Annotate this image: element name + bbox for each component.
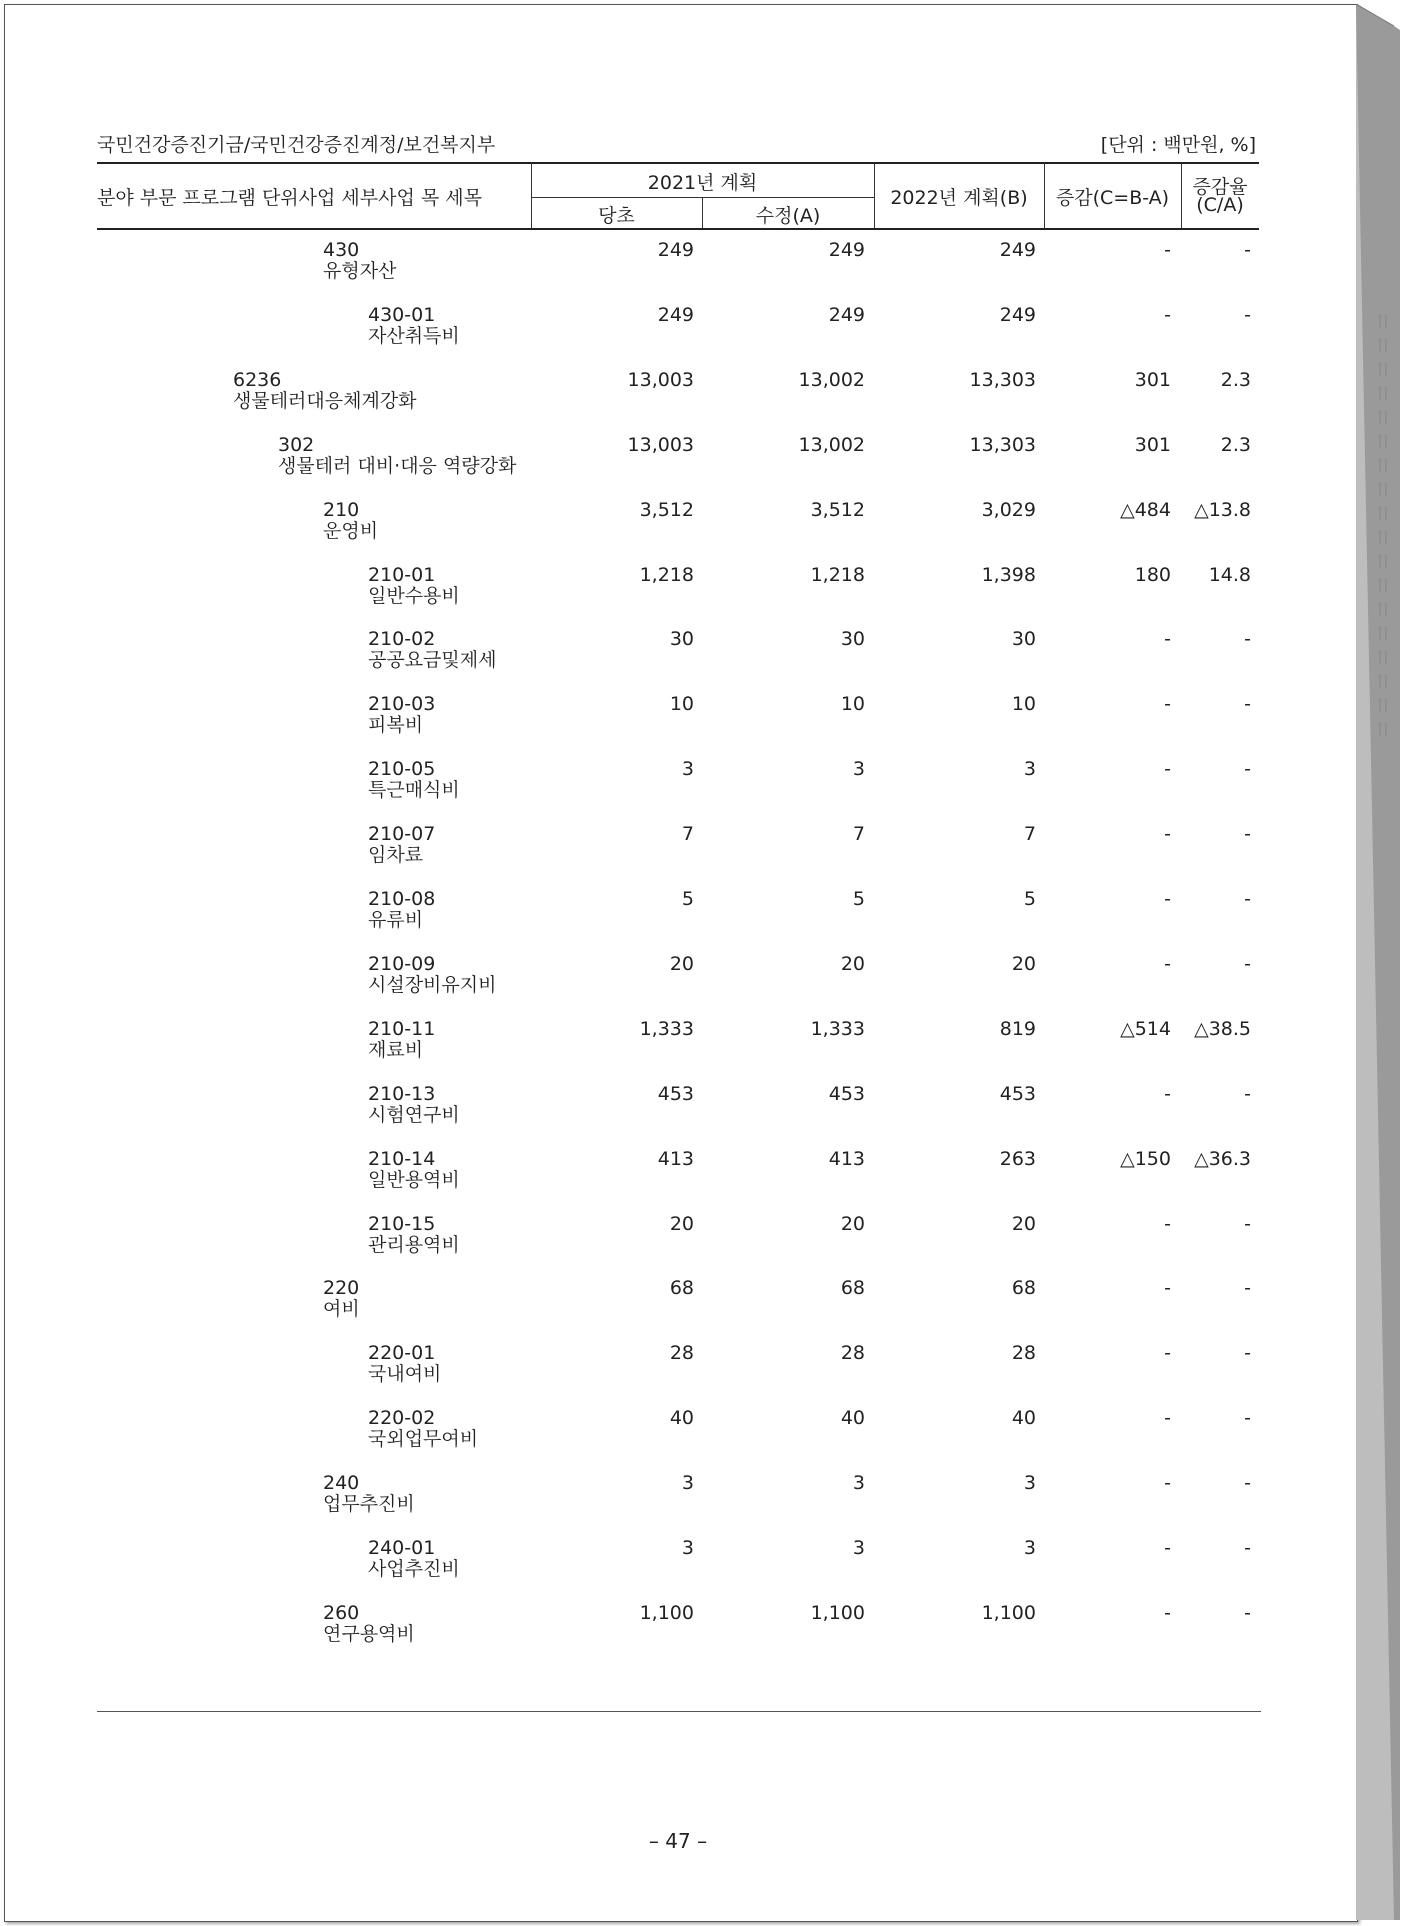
original-value: 13,003: [627, 368, 694, 391]
change-value: -: [1164, 1601, 1171, 1624]
table-row: [0, 1084, 1411, 1144]
item-name: 일반용역비: [368, 1168, 460, 1191]
item-name: 여비: [323, 1298, 360, 1321]
item-code: 430: [323, 239, 360, 261]
original-value: 68: [669, 1277, 694, 1300]
original-value: 249: [657, 303, 694, 326]
item-name: 임차료: [368, 844, 424, 867]
revised-value: 249: [828, 303, 865, 326]
rate-value: △36.3: [1194, 1147, 1251, 1170]
table-row: [0, 694, 1411, 754]
plan2022-value: 40: [1011, 1407, 1036, 1430]
col-header-rate: 증감율: [1192, 176, 1248, 198]
item-name: 유류비: [368, 909, 424, 931]
original-value: 10: [669, 693, 694, 716]
item-code: 220-02: [368, 1407, 436, 1430]
change-value: -: [1164, 758, 1171, 781]
table-row: [0, 435, 1411, 495]
item-name: 시험연구비: [368, 1103, 460, 1126]
original-value: 1,333: [639, 1017, 694, 1040]
change-value: -: [1164, 1212, 1171, 1235]
item-code: 240: [323, 1472, 360, 1495]
original-value: 3: [681, 1472, 694, 1495]
rate-value: 14.8: [1208, 563, 1251, 586]
table-row: [0, 1214, 1411, 1274]
table-row: [0, 1408, 1411, 1468]
item-code: 210-03: [368, 693, 436, 716]
item-name: 시설장비유지비: [368, 973, 497, 996]
item-name: 일반수용비: [368, 584, 460, 607]
rate-value: -: [1244, 1407, 1251, 1430]
revised-value: 3,512: [810, 498, 865, 521]
item-name: 연구용역비: [323, 1622, 415, 1645]
rate-value: -: [1244, 693, 1251, 716]
revised-value: 20: [840, 1212, 865, 1235]
change-value: △484: [1120, 498, 1171, 521]
rate-value: △13.8: [1194, 498, 1251, 521]
revised-value: 413: [828, 1147, 865, 1170]
original-value: 7: [681, 823, 694, 846]
revised-value: 5: [852, 888, 865, 910]
revised-value: 1,333: [810, 1017, 865, 1040]
item-code: 210-13: [368, 1082, 436, 1105]
revised-value: 13,002: [798, 368, 865, 391]
revised-value: 3: [852, 1472, 865, 1495]
item-name: 재료비: [368, 1038, 424, 1061]
col-header-plan2021: 2021년 계획: [647, 172, 758, 194]
unit-label: [단위 : 백만원, %]: [1100, 134, 1256, 156]
change-value: △150: [1120, 1147, 1171, 1170]
item-code: 210-05: [368, 758, 436, 781]
rate-value: -: [1244, 1212, 1251, 1235]
change-value: -: [1164, 1407, 1171, 1430]
plan2022-value: 30: [1011, 628, 1036, 651]
rate-value: △38.5: [1194, 1017, 1251, 1040]
original-value: 3: [681, 1537, 694, 1559]
rate-value: -: [1244, 1472, 1251, 1495]
item-name: 유형자산: [323, 260, 397, 282]
plan2022-value: 20: [1011, 1212, 1036, 1235]
revised-value: 68: [840, 1277, 865, 1300]
col-header-category: 분야 부문 프로그램 단위사업 세부사업 목 세목: [97, 187, 482, 209]
footer-rule: [97, 1711, 1261, 1712]
col-header-revised: 수정(A): [755, 205, 821, 227]
rate-value: -: [1244, 823, 1251, 846]
header-title: 국민건강증진기금/국민건강증진계정/보건복지부: [97, 134, 496, 156]
item-name: 공공요금및제세: [368, 649, 497, 672]
rate-value: -: [1244, 758, 1251, 781]
plan2022-value: 7: [1023, 823, 1036, 846]
item-code: 6236: [233, 368, 282, 391]
item-name: 피복비: [368, 714, 424, 737]
original-value: 40: [669, 1407, 694, 1430]
table-row: [0, 1473, 1411, 1533]
revised-value: 30: [840, 628, 865, 651]
plan2022-value: 3: [1023, 1472, 1036, 1495]
rate-value: -: [1244, 1601, 1251, 1624]
table-row: [0, 305, 1411, 365]
original-value: 3: [681, 758, 694, 781]
table-row: [0, 370, 1411, 430]
revised-value: 13,002: [798, 433, 865, 456]
original-value: 20: [669, 952, 694, 975]
table-row: [0, 240, 1411, 300]
revised-value: 7: [852, 823, 865, 846]
table-row: [0, 889, 1411, 949]
item-code: 220: [323, 1277, 360, 1300]
plan2022-value: 68: [1011, 1277, 1036, 1300]
col-header-change: 증감(C=B-A): [1055, 187, 1170, 209]
rate-value: -: [1244, 1082, 1251, 1105]
rate-value: -: [1244, 1537, 1251, 1559]
revised-value: 20: [840, 952, 865, 975]
item-name: 업무추진비: [323, 1493, 415, 1516]
original-value: 1,218: [639, 563, 694, 586]
plan2022-value: 13,303: [969, 368, 1036, 391]
table-row: [0, 954, 1411, 1014]
change-value: △514: [1120, 1017, 1171, 1040]
rate-value: -: [1244, 888, 1251, 910]
original-value: 5: [681, 888, 694, 910]
revised-value: 453: [828, 1082, 865, 1105]
plan2022-value: 1,398: [981, 563, 1036, 586]
revised-value: 249: [828, 239, 865, 261]
col-header-original: 당초: [598, 205, 635, 227]
change-value: 180: [1134, 563, 1171, 586]
revised-value: 40: [840, 1407, 865, 1430]
change-value: -: [1164, 239, 1171, 261]
rate-value: -: [1244, 1277, 1251, 1300]
plan2022-value: 453: [999, 1082, 1036, 1105]
rate-value: -: [1244, 303, 1251, 326]
plan2022-value: 3,029: [981, 498, 1036, 521]
table-row: [0, 629, 1411, 689]
plan2022-value: 819: [999, 1017, 1036, 1040]
item-code: 210-14: [368, 1147, 436, 1170]
rate-value: 2.3: [1220, 368, 1251, 391]
revised-value: 10: [840, 693, 865, 716]
item-code: 210-07: [368, 823, 436, 846]
item-name: 특근매식비: [368, 779, 460, 802]
table-row: [0, 1343, 1411, 1403]
original-value: 1,100: [639, 1601, 694, 1624]
table-row: [0, 1149, 1411, 1209]
item-code: 210-09: [368, 952, 436, 975]
change-value: -: [1164, 823, 1171, 846]
table-row: [0, 759, 1411, 819]
change-value: -: [1164, 1342, 1171, 1365]
original-value: 453: [657, 1082, 694, 1105]
original-value: 3,512: [639, 498, 694, 521]
item-name: 생물테러 대비·대응 역량강화: [278, 454, 517, 477]
change-value: -: [1164, 1277, 1171, 1300]
plan2022-value: 28: [1011, 1342, 1036, 1365]
plan2022-value: 3: [1023, 758, 1036, 781]
item-code: 210-08: [368, 888, 436, 910]
item-name: 국내여비: [368, 1363, 442, 1386]
page-number: – 47 –: [648, 1829, 708, 1853]
change-value: -: [1164, 888, 1171, 910]
table-row: [0, 565, 1411, 625]
rate-value: -: [1244, 1342, 1251, 1365]
rate-value: -: [1244, 239, 1251, 261]
table-row: [0, 500, 1411, 560]
change-value: -: [1164, 1472, 1171, 1495]
plan2022-value: 249: [999, 303, 1036, 326]
plan2022-value: 3: [1023, 1537, 1036, 1559]
plan2022-value: 263: [999, 1147, 1036, 1170]
item-code: 210-15: [368, 1212, 436, 1235]
plan2022-value: 20: [1011, 952, 1036, 975]
change-value: -: [1164, 1082, 1171, 1105]
item-name: 국외업무여비: [368, 1428, 479, 1451]
plan2022-value: 13,303: [969, 433, 1036, 456]
item-code: 210: [323, 498, 360, 521]
original-value: 20: [669, 1212, 694, 1235]
col-header-plan2022: 2022년 계획(B): [890, 187, 1028, 209]
item-code: 220-01: [368, 1342, 436, 1365]
item-name: 운영비: [323, 519, 379, 542]
revised-value: 1,218: [810, 563, 865, 586]
plan2022-value: 1,100: [981, 1601, 1036, 1624]
table-row: [0, 1019, 1411, 1079]
change-value: -: [1164, 952, 1171, 975]
change-value: -: [1164, 303, 1171, 326]
item-code: 210-01: [368, 563, 436, 586]
change-value: 301: [1134, 433, 1171, 456]
revised-value: 1,100: [810, 1601, 865, 1624]
revised-value: 3: [852, 1537, 865, 1559]
revised-value: 28: [840, 1342, 865, 1365]
table-row: [0, 1538, 1411, 1598]
table-row: [0, 824, 1411, 884]
item-name: 관리용역비: [368, 1233, 460, 1256]
table-row: [0, 1278, 1411, 1338]
original-value: 13,003: [627, 433, 694, 456]
original-value: 413: [657, 1147, 694, 1170]
col-header-rate-sub: (C/A): [1196, 194, 1244, 216]
rate-value: -: [1244, 628, 1251, 651]
plan2022-value: 249: [999, 239, 1036, 261]
rate-value: 2.3: [1220, 433, 1251, 456]
original-value: 249: [657, 239, 694, 261]
item-code: 210-11: [368, 1017, 436, 1040]
item-code: 210-02: [368, 628, 436, 651]
change-value: 301: [1134, 368, 1171, 391]
item-code: 430-01: [368, 303, 436, 326]
table-row: [0, 1603, 1411, 1663]
plan2022-value: 10: [1011, 693, 1036, 716]
change-value: -: [1164, 628, 1171, 651]
rate-value: -: [1244, 952, 1251, 975]
plan2022-value: 5: [1023, 888, 1036, 910]
item-name: 사업추진비: [368, 1558, 460, 1580]
item-name: 자산취득비: [368, 324, 460, 347]
change-value: -: [1164, 1537, 1171, 1559]
item-code: 302: [278, 433, 315, 456]
change-value: -: [1164, 693, 1171, 716]
original-value: 28: [669, 1342, 694, 1365]
revised-value: 3: [852, 758, 865, 781]
item-name: 생물테러대응체계강화: [233, 389, 417, 412]
item-code: 240-01: [368, 1537, 436, 1559]
original-value: 30: [669, 628, 694, 651]
item-code: 260: [323, 1601, 360, 1624]
